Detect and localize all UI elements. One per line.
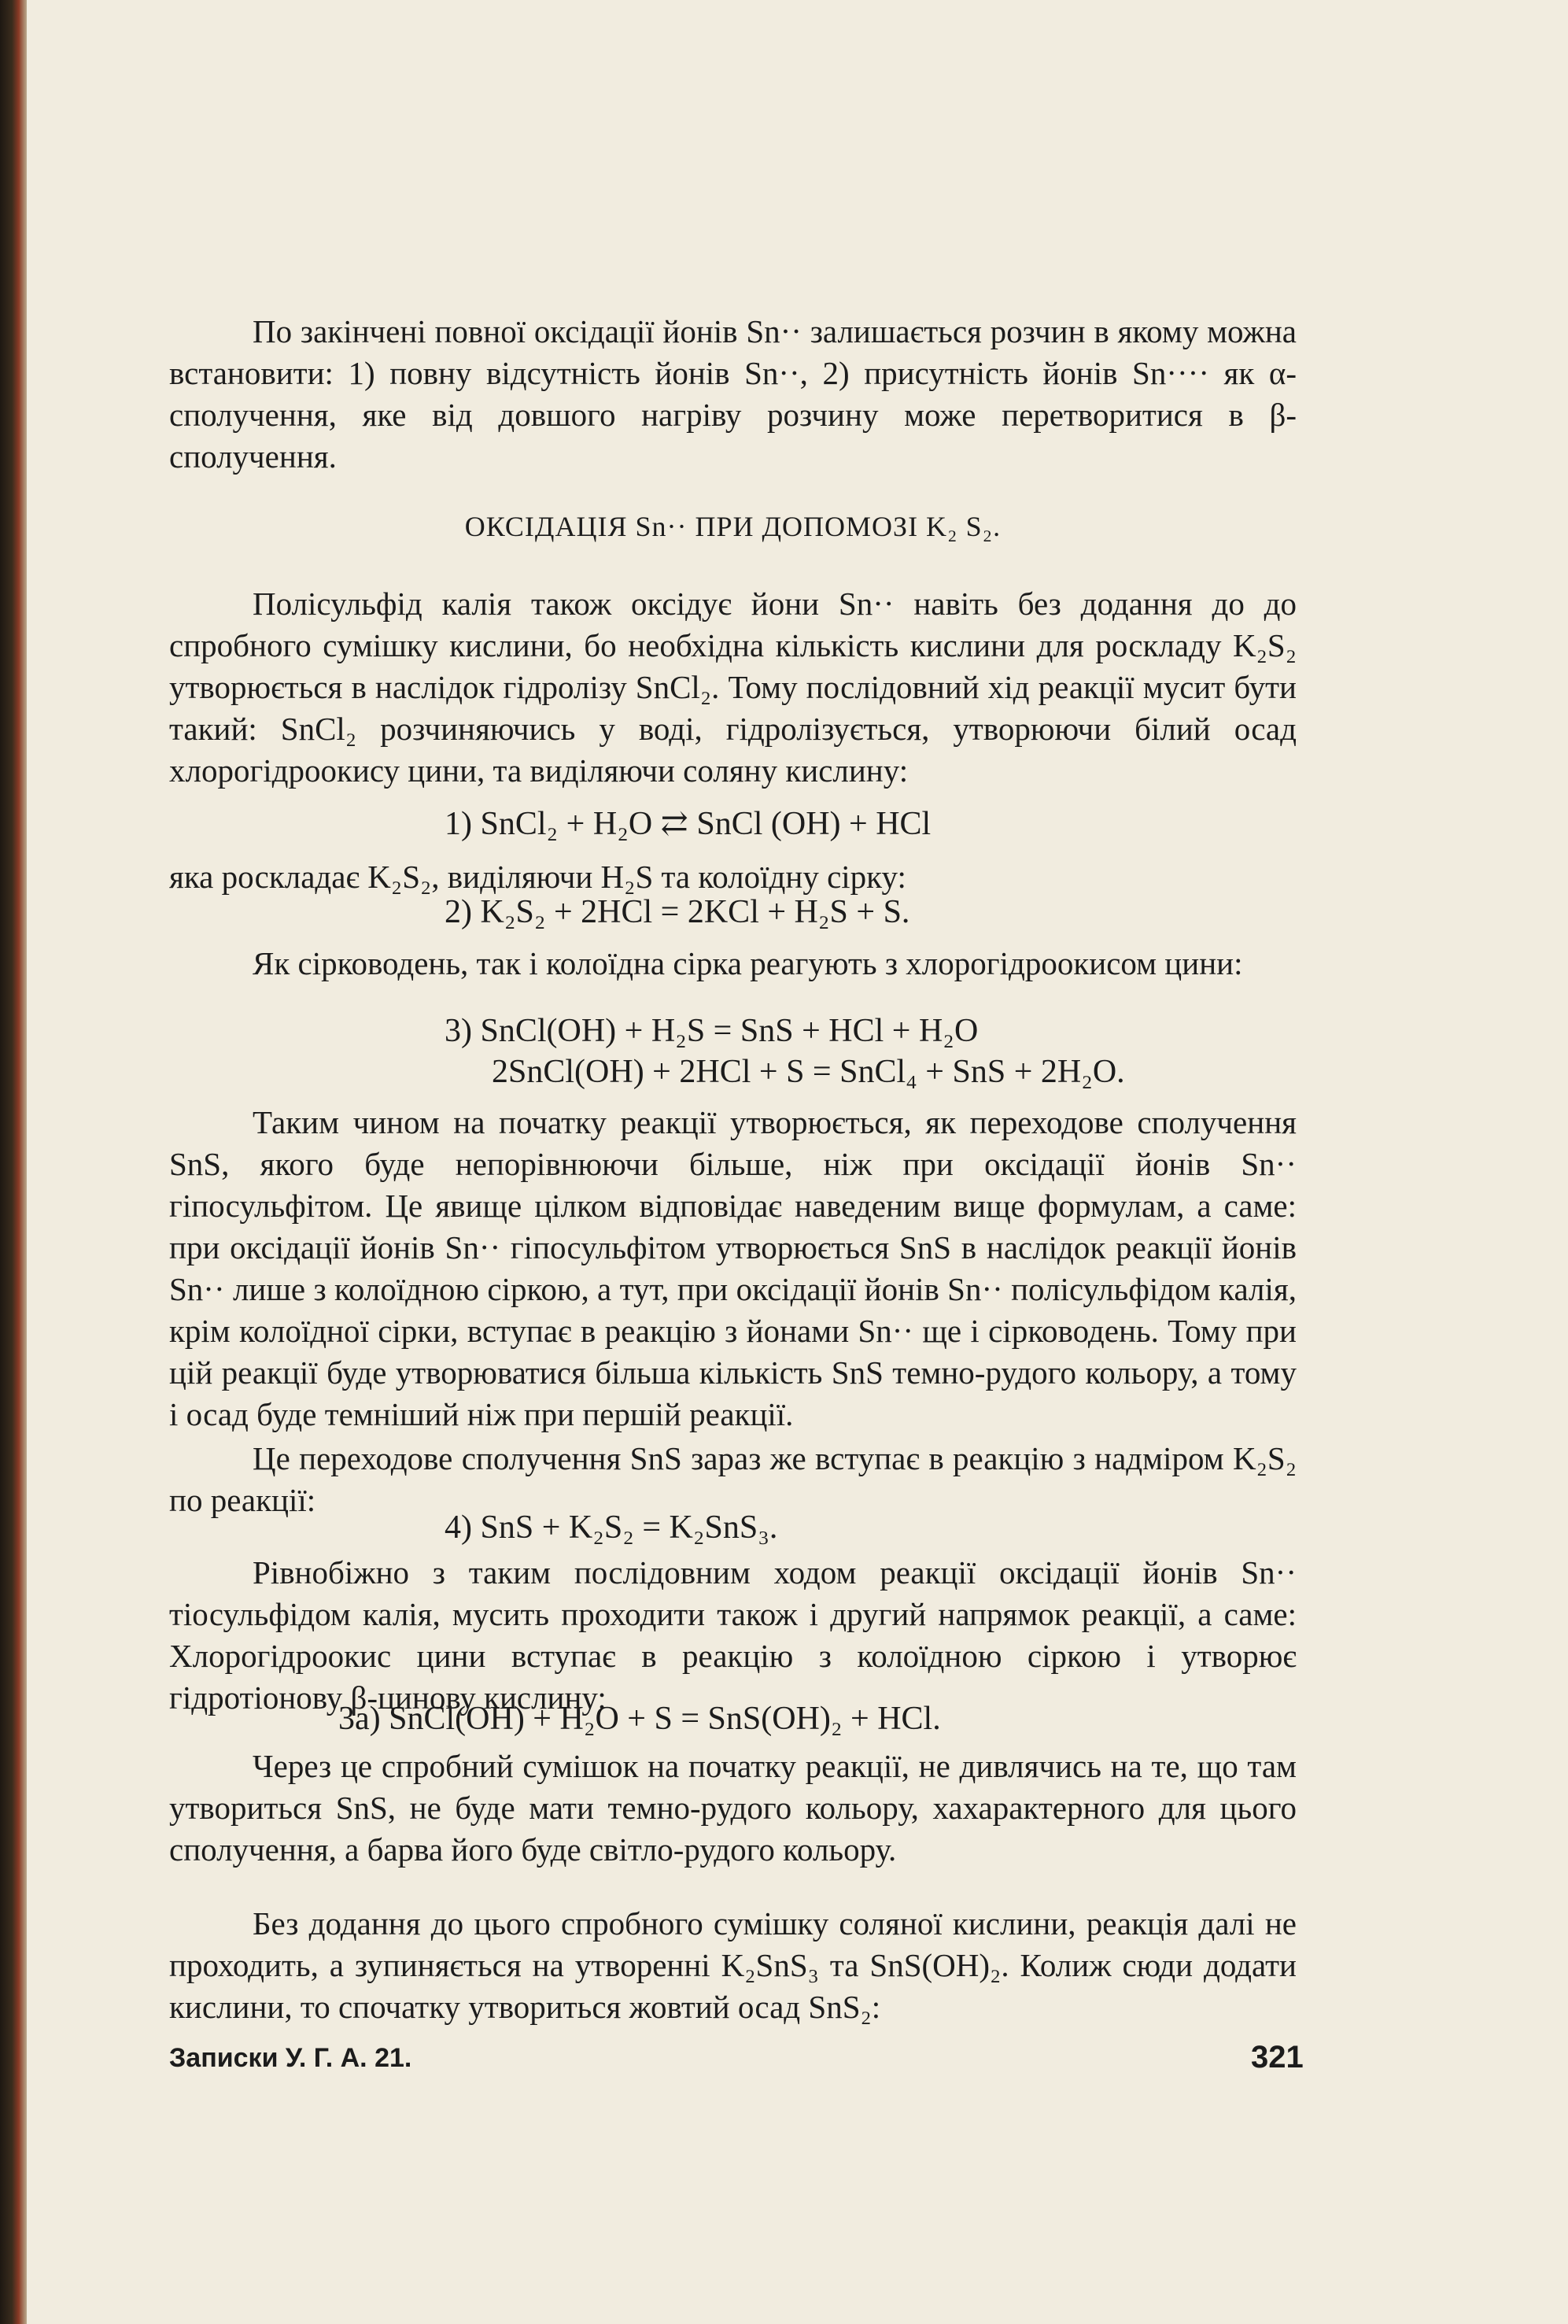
page-number: 321 [1251,2040,1304,2075]
paragraph-3 [169,943,1297,985]
equation-4: 4) SnS + K₂S₂ = K₂SnS₃. [445,1509,778,1546]
paragraph-4 [169,1102,1297,1435]
paragraph-4-text: Таким чином на початку реакції утворюється, як переходове сполучення SnS, якого буде непорівнюючи більше, ніж при оксідації йонів Sn·· гіпосульфітом. Це явище цілком відповідає наведеним вище формулам, а саме: при оксідації йонів Sn·· гіпосульфітом утворюється SnS в наслідок реакції йонів Sn·· лише з колоїдною сіркою, а тут, при оксідації йонів Sn·· полісульфідом калія, крім колоїдної сірки, вступає в реакцію з йонами Sn·· ще і сірководень. Тому при цій реакції буде утворюватися більша кількість SnS темно-рудого кольору, а тому і осад буде темніший ніж при першій реакції. [169,1104,1297,1432]
paragraph-8 [169,1903,1297,2028]
equation-1: 1) SnCl₂ + H₂O ⇄ SnCl (OH) + HCl [445,806,932,842]
book-spine [0,0,27,2324]
paragraph-1-text: По закінчені повної оксідації йонів Sn·· залишається розчин в якому можна встановити: 1) повну відсутність йонів Sn··, 2) присутність йонів Sn···· як α-сполучення, яке від довшого нагріву розчину може перетворитися в β-сполучення. [169,313,1297,475]
section-heading: ОКСІДАЦІЯ Sn·· ПРИ ДОПОМОЗІ K₂ S₂. [464,511,1002,542]
paragraph-2-text: Полісульфід калія також оксідує йони Sn·· навіть без додання до до спробного сумішку кислини, бо необхідна кількість кислини для роскладу K₂S₂ утворюється в наслідок гідролізу SnCl₂. Тому послідовний хід реакції мусит бути такий: SnCl₂ розчиняючись у воді, гідролізується, утворюючи білий осад хлорогідроокису цини, та виділяючи соляну кислину: [169,586,1297,789]
paragraph-3-text: Як сірководень, так і колоїдна сірка реагують з хлорогідроокисом цини: [253,945,1243,981]
paragraph-6 [169,1552,1297,1719]
paragraph-5-text: Це переходове сполучення SnS зараз же вступає в реакцію з надміром K₂S₂ по реакції: [169,1440,1297,1518]
line-after-equation-1: яка роскладає K₂S₂, виділяючи H₂S та колоїдну сірку: [169,859,906,895]
paragraph-8-text: Без додання до цього спробного сумішку соляної кислини, реакція далі не проходить, а зупиняється на утворенні K₂SnS₃ та SnS(OH)₂. Колиж сюди додати кислини, то спочатку утвориться жовтий осад SnS₂: [169,1905,1297,2025]
paragraph-6-text: Рівнобіжно з таким послідовним ходом реакції оксідації йонів Sn·· тіосульфідом калія, мусить проходити також і другий напрямок реакції, а саме: Хлорогідроокис цини вступає в реакцію з колоїдною сіркою і утворює гідротіонову β-цинову кислину: [169,1554,1297,1716]
equation-3b: 2SnCl(OH) + 2HCl + S = SnCl₄ + SnS + 2H₂O. [492,1054,1125,1090]
paragraph-7 [169,1746,1297,1871]
equation-2: 2) K₂S₂ + 2HCl = 2KCl + H₂S + S. [445,894,910,930]
paragraph-7-text: Через це спробний сумішок на початку реакції, не дивлячись на те, що там утвориться SnS, не буде мати темно-рудого кольору, хахарактерного для цього сполучення, а барва його буде світло-рудого кольору. [169,1748,1297,1868]
paragraph-2 [169,583,1297,792]
paragraph-1 [169,311,1297,478]
equation-3c: 3a) SnCl(OH) + H₂O + S = SnS(OH)₂ + HCl. [338,1701,941,1737]
equation-3a: 3) SnCl(OH) + H₂S = SnS + HCl + H₂O [445,1013,979,1049]
footer-journal: Записки У. Г. А. 21. [169,2043,412,2073]
